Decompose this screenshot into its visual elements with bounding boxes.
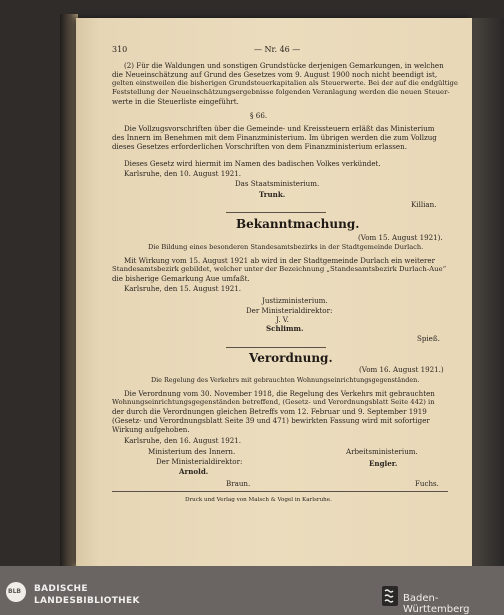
para2-line: werte in die Steuerliste eingeführt.	[112, 97, 239, 106]
baden-wuerttemberg-logo-icon	[380, 584, 400, 608]
ministry: Arbeitsministerium.	[346, 447, 418, 456]
divider	[226, 212, 326, 213]
ministry: Das Staatsministerium.	[235, 179, 320, 188]
notice-line: die bisherige Gemarkung Aue umfaßt.	[112, 274, 250, 283]
library-name-line2: LANDESBIBLIOTHEK	[34, 596, 140, 606]
notice-line: Mit Wirkung vom 15. August 1921 ab wird in der Stadtgemeinde Durlach ein weiterer	[124, 256, 436, 265]
ordinance-line: der durch die Verordnungen gleichen Betreffs vom 12. Februar und 9. September 1919	[112, 407, 427, 416]
director: Der Ministerialdirektor:	[246, 306, 333, 315]
notice-date: (Vom 15. August 1921).	[358, 233, 443, 242]
place-date: Karlsruhe, den 10. August 1921.	[124, 169, 242, 178]
page-header: — Nr. 46 —	[254, 45, 301, 54]
signature: Schlimm.	[266, 324, 304, 333]
blb-logo-text: BLB	[8, 588, 21, 595]
divider	[226, 347, 326, 348]
para2-line: Feststellung der Neueinschätzungsergebnisse folgenden Veranlagung werden die neuen Steuer-	[112, 88, 450, 96]
signature: Fuchs.	[415, 479, 439, 488]
ordinance-line: Wohnungseinrichtungsgegenständen betreffend, (Gesetz- und Verordnungsblatt Seite 442) in	[112, 398, 435, 406]
page-number: 310	[112, 45, 128, 54]
ministry: Justizministerium.	[262, 296, 328, 305]
signature: Braun.	[226, 479, 251, 488]
ordinance-line: (Gesetz- und Verordnungsblatt Seite 39 und 471) bewirkten Fassung wird mit sofortiger	[112, 416, 430, 425]
place-date: Karlsruhe, den 16. August 1921.	[124, 436, 242, 445]
library-name-line1: BADISCHE	[34, 584, 88, 594]
ordinance-line: Wirkung aufgehoben.	[112, 425, 190, 434]
place-date: Karlsruhe, den 15. August 1921.	[124, 284, 242, 293]
ordinance-date: (Vom 16. August 1921.)	[359, 365, 444, 374]
director: Der Ministerialdirektor:	[156, 457, 243, 466]
printer-imprint: Druck und Verlag von Malsch & Vogel in Karlsruhe.	[185, 497, 332, 503]
ordinance-subject: Die Regelung des Verkehrs mit gebrauchten Wohnungseinrichtungsgegenständen.	[151, 376, 420, 384]
signature: Killian.	[411, 200, 437, 209]
state-name: Baden-Württemberg	[403, 593, 470, 615]
signature: Spieß.	[417, 334, 440, 343]
ministry: Ministerium des Innern.	[148, 447, 236, 456]
iv: J. V.	[276, 315, 289, 324]
ordinance-title: Verordnung.	[249, 351, 333, 365]
para2-line: (2) Für die Waldungen und sonstigen Grundstücke derjenigen Gemarkungen, in welchen	[124, 61, 444, 70]
notice-line: Standesamtsbezirk gebildet, welcher unter der Bezeichnung „Standesamtsbezirk Durlach-Aue“	[112, 265, 447, 273]
footer-rule	[112, 491, 448, 492]
para2-line: gelten einstweilen die bisherigen Grundsteuerkapitalien als Steuerwerte. Bei der auf die endgültige	[112, 79, 458, 87]
page-edge	[472, 18, 504, 566]
section-line: dieses Gesetzes erforderlichen Vorschriften von dem Finanzministerium erlassen.	[112, 142, 407, 151]
para2-line: die Neueinschätzung auf Grund des Gesetzes vom 9. August 1900 noch nicht beendigt ist,	[112, 70, 438, 79]
section-line: des Innern im Benehmen mit dem Finanzministerium. Im übrigen werden die zum Vollzug	[112, 133, 437, 142]
notice-title: Bekanntmachung.	[236, 217, 360, 231]
signature: Arnold.	[179, 467, 209, 476]
signature: Trunk.	[259, 190, 286, 199]
document-page	[76, 18, 472, 566]
proclamation: Dieses Gesetz wird hiermit im Namen des badischen Volkes verkündet.	[124, 159, 381, 168]
notice-subject: Die Bildung eines besonderen Standesamtsbezirks in der Stadtgemeinde Durlach.	[148, 243, 424, 251]
ordinance-line: Die Verordnung vom 30. November 1918, die Regelung des Verkehrs mit gebrauchten	[124, 389, 435, 398]
section-line: Die Vollzugsvorschriften über die Gemeinde- und Kreissteuern erläßt das Ministerium	[124, 124, 435, 133]
signature: Engler.	[369, 459, 398, 468]
section-number: § 66.	[250, 111, 268, 120]
